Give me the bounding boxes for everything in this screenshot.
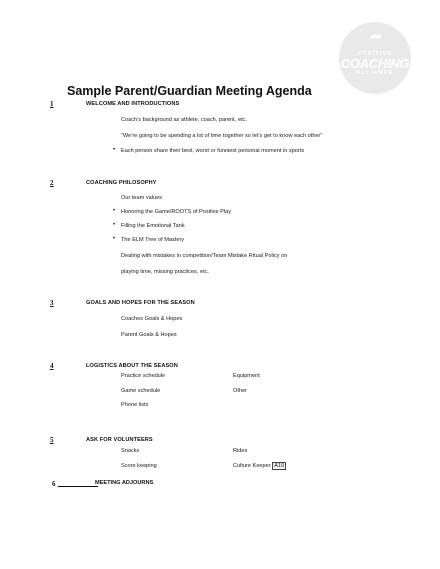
section-number: 1 bbox=[50, 100, 54, 108]
list-item: Snacks bbox=[121, 448, 140, 454]
bullet-icon: • bbox=[113, 222, 116, 228]
section-number: 5 bbox=[50, 436, 54, 444]
section-heading: WELCOME AND INTRODUCTIONS bbox=[86, 101, 180, 107]
comment-tag: A10 bbox=[274, 463, 285, 469]
list-item: The ELM Tree of Mastery bbox=[121, 237, 185, 243]
logo-top-text: POSITIVE bbox=[357, 50, 393, 57]
logo-main-text: COACHING bbox=[340, 55, 410, 71]
list-item: Rides bbox=[233, 448, 248, 454]
list-item: Our team values bbox=[121, 195, 163, 201]
section-number: 6 bbox=[52, 480, 56, 488]
list-item: Honoring the Game/ROOTS of Positive Play bbox=[121, 209, 232, 215]
list-item: Score keeping bbox=[121, 463, 157, 469]
section-heading: LOGISTICS ABOUT THE SEASON bbox=[86, 363, 178, 369]
section-number: 2 bbox=[50, 179, 54, 187]
page-title: Sample Parent/Guardian Meeting Agenda bbox=[67, 84, 312, 98]
list-item: Coach’s background as athlete, coach, parent, etc. bbox=[121, 117, 247, 123]
list-item: Coaches Goals & Hopes bbox=[121, 316, 183, 322]
list-item: Dealing with mistakes in competition/Team Mistake Ritual Policy on bbox=[121, 253, 288, 259]
section-number: 3 bbox=[50, 299, 54, 307]
section-number: 4 bbox=[50, 362, 54, 370]
section-heading: ASK FOR VOLUNTEERS bbox=[86, 437, 153, 443]
bullet-icon: • bbox=[113, 147, 116, 153]
list-item: Each person share their best, worst or funniest personal moment in sports bbox=[121, 148, 305, 154]
list-item: Phone lists bbox=[121, 402, 149, 408]
section-number-with-line bbox=[52, 480, 98, 488]
list-item bbox=[233, 463, 286, 469]
list-item: Game schedule bbox=[121, 388, 161, 394]
underline-rule bbox=[58, 486, 98, 487]
positive-coaching-alliance-logo bbox=[339, 22, 411, 94]
section-heading: COACHING PHILOSOPHY bbox=[86, 180, 157, 186]
list-item: Filling the Emotional Tank bbox=[121, 223, 185, 229]
logo-emblem-icon bbox=[367, 31, 383, 43]
culture-keeper-label: Culture Keeper bbox=[233, 463, 271, 469]
list-item: Equipment bbox=[233, 373, 260, 379]
bullet-icon: • bbox=[113, 236, 116, 242]
list-item: Parent Goals & Hopes bbox=[121, 332, 177, 338]
logo-bottom-text: ALLIANCE bbox=[356, 69, 394, 76]
section-heading: MEETING ADJOURNS bbox=[95, 480, 154, 486]
section-heading: GOALS AND HOPES FOR THE SEASON bbox=[86, 300, 195, 306]
bullet-icon: • bbox=[113, 208, 116, 214]
list-item: Other bbox=[233, 388, 247, 394]
list-item: “We’re going to be spending a lot of time together so let’s get to know each other” bbox=[121, 133, 323, 139]
list-item: Practice schedule bbox=[121, 373, 166, 379]
list-item: playing time, missing practices, etc. bbox=[121, 269, 209, 275]
